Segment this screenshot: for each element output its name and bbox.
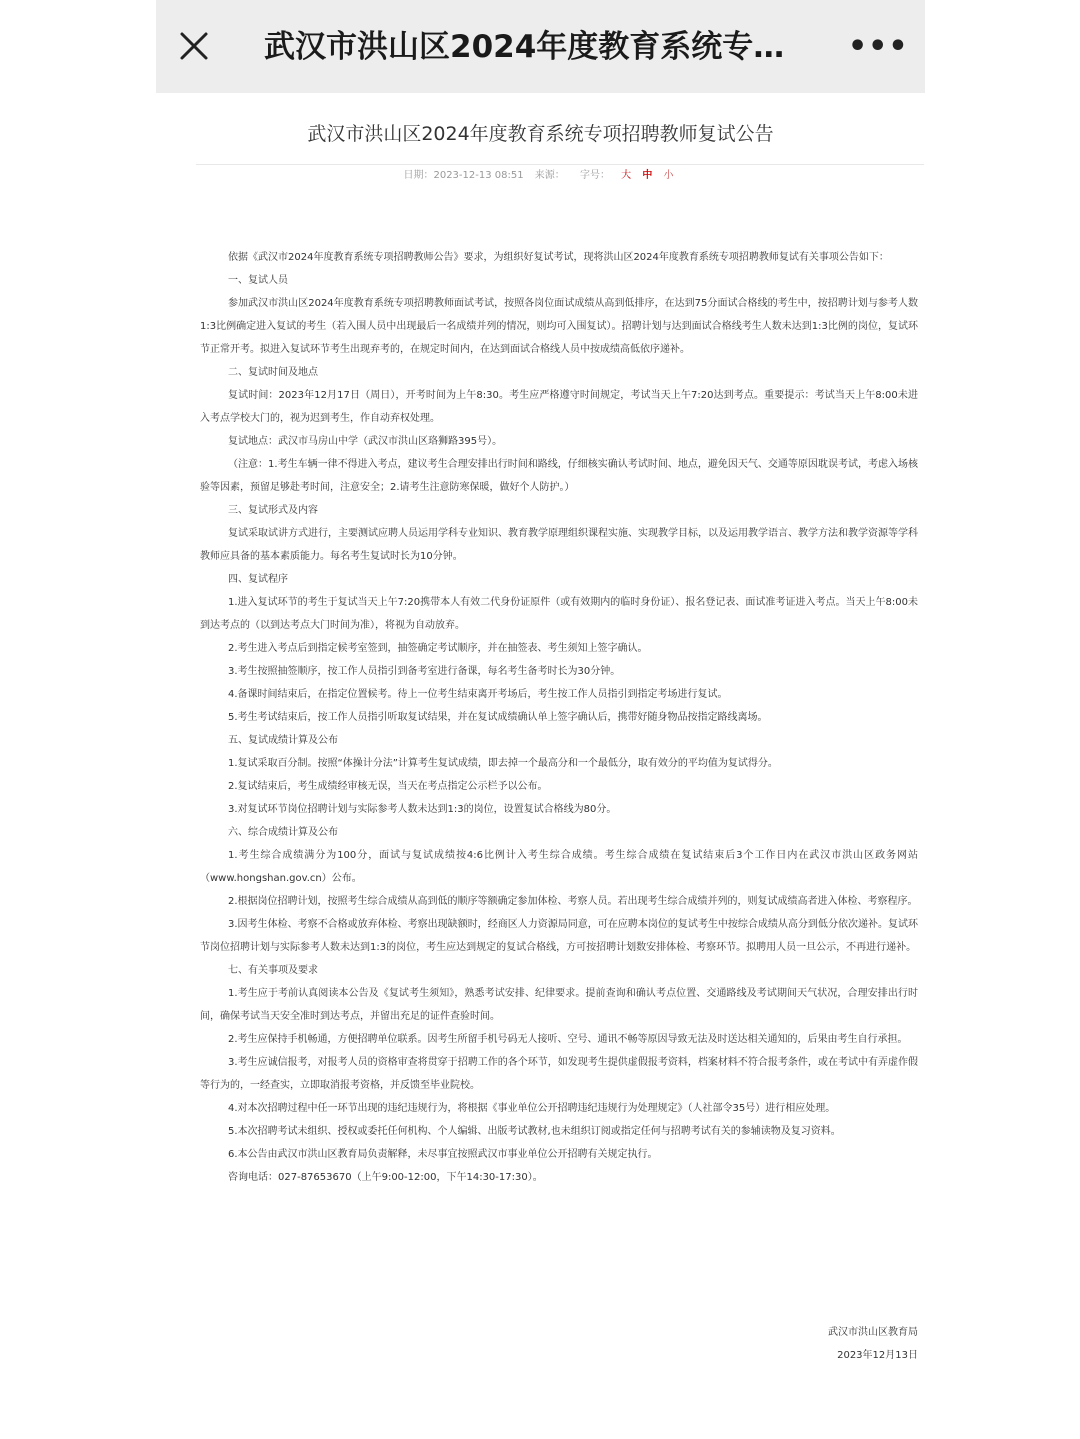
article-paragraph: 3.考生应诚信报考，对报考人员的资格审查将贯穿于招聘工作的各个环节，如发现考生提供虚假报考资料，档案材料不符合报考条件，或在考试中有弄虚作假等行为的，一经查实，立即取消报考资格，并反馈至毕业院校。	[200, 1057, 918, 1091]
font-size-label: 字号：	[579, 170, 610, 181]
article-paragraph: 1.考生应于考前认真阅读本公告及《复试考生须知》，熟悉考试安排、纪律要求。提前查询和确认考点位置、交通路线及考试期间天气状况，合理安排出行时间，确保考试当天安全准时到达考点，并留出充足的证件查验时间。	[200, 988, 918, 1022]
article-paragraph: 2.考生进入考点后到指定候考室签到，抽签确定考试顺序，并在抽签表、考生须知上签字确认。	[228, 643, 648, 654]
article-paragraph: 复试时间：2023年12月17日（周日），开考时间为上午8:30。考生应严格遵守时间规定，考试当天上午7:20达到考点。重要提示：考试当天上午8:00未进入考点学校大门的，视为迟到考生，作自动弃权处理。	[200, 390, 918, 424]
article-paragraph: 二、复试时间及地点	[228, 367, 318, 378]
article-body	[200, 246, 918, 1189]
page-title: 武汉市洪山区2024年度教育系统专…	[264, 29, 785, 65]
title-divider	[196, 164, 924, 165]
article-paragraph: 咨询电话：027-87653670（上午9:00-12:00，下午14:30-17:30）。	[228, 1172, 543, 1183]
font-size-small-button[interactable]: 小	[663, 170, 674, 181]
signature-organization: 武汉市洪山区教育局	[828, 1327, 918, 1338]
font-size-large-button[interactable]: 大	[621, 170, 632, 181]
more-icon: •••	[848, 29, 909, 64]
article-paragraph: 1.进入复试环节的考生于复试当天上午7:20携带本人有效二代身份证原件（或有效期内的临时身份证）、报名登记表、面试准考证进入考点。当天上午8:00未到达考点的（以到达考点大门时间为准），将视为自动放弃。	[200, 597, 918, 631]
article-paragraph: 6.本公告由武汉市洪山区教育局负责解释，未尽事宜按照武汉市事业单位公开招聘有关规定执行。	[228, 1149, 658, 1160]
article-paragraph: （注意：1.考生车辆一律不得进入考点，建议考生合理安排出行时间和路线，仔细核实确认考试时间、地点，避免因天气、交通等原因耽误考试，考虑入场核验等因素，预留足够赴考时间，注意安全；2.请考生注意防寒保暖，做好个人防护。）	[200, 459, 918, 493]
article-paragraph: 2.复试结束后，考生成绩经审核无误，当天在考点指定公示栏予以公布。	[228, 781, 548, 792]
article-paragraph: 5.本次招聘考试未组织、授权或委托任何机构、个人编辑、出版考试教材,也未组织订阅或指定任何与招聘考试有关的参辅读物及复习资料。	[228, 1126, 841, 1137]
article-paragraph: 六、综合成绩计算及公布	[228, 827, 338, 838]
article-paragraph: 5.考生考试结束后，按工作人员指引听取复试结果，并在复试成绩确认单上签字确认后，携带好随身物品按指定路线离场。	[228, 712, 768, 723]
font-size-medium-button[interactable]: 中	[642, 170, 653, 181]
page-frame	[156, 0, 925, 1439]
article-paragraph: 1.复试采取百分制。按照“体操计分法”计算考生复试成绩，即去掉一个最高分和一个最低分，取有效分的平均值为复试得分。	[228, 758, 778, 769]
article-paragraph: 复试采取试讲方式进行，主要测试应聘人员运用学科专业知识、教育教学原理组织课程实施、实现教学目标，以及运用教学语言、教学方法和教学资源等学科教师应具备的基本素质能力。每名考生复试时长为10分钟。	[200, 528, 918, 562]
article-paragraph: 2.考生应保持手机畅通，方便招聘单位联系。因考生所留手机号码无人接听、空号、通讯不畅等原因导致无法及时送达相关通知的，后果由考生自行承担。	[228, 1034, 908, 1045]
signature-date: 2023年12月13日	[837, 1350, 918, 1361]
article-paragraph: 参加武汉市洪山区2024年度教育系统专项招聘教师面试考试，按照各岗位面试成绩从高到低排序，在达到75分面试合格线的考生中，按招聘计划与参考人数1:3比例确定进入复试的考生（若入围人员中出现最后一名成绩并列的情况，则均可入围复试）。招聘计划与达到面试合格线考生人数未达到1:3比例的岗位，复试环节正常开考。拟进入复试环节考生出现弃考的，在规定时间内，在达到面试合格线人员中按成绩高低依序递补。	[200, 298, 918, 355]
source-label: 来源：	[534, 170, 565, 181]
article-paragraph: 3.考生按照抽签顺序，按工作人员指引到备考室进行备课，每名考生备考时长为30分钟。	[228, 666, 621, 677]
article-paragraph: 一、复试人员	[228, 275, 288, 286]
article-paragraph: 复试地点：武汉市马房山中学（武汉市洪山区珞狮路395号）。	[228, 436, 503, 447]
more-options-button[interactable]	[848, 29, 909, 64]
article-paragraph: 三、复试形式及内容	[228, 505, 318, 516]
article-meta	[156, 168, 925, 184]
font-size-control	[576, 170, 678, 181]
publish-date: 日期：2023-12-13 08:51	[403, 170, 524, 181]
article-paragraph: 七、有关事项及要求	[228, 965, 318, 976]
article-paragraph: 四、复试程序	[228, 574, 288, 585]
article-paragraph: 依据《武汉市2024年度教育系统专项招聘教师公告》要求，为组织好复试考试，现将洪山区2024年度教育系统专项招聘教师复试有关事项公告如下：	[228, 252, 889, 263]
article-paragraph: 1.考生综合成绩满分为100分，面试与复试成绩按4:6比例计入考生综合成绩。考生综合成绩在复试结束后3个工作日内在武汉市洪山区政务网站（www.hongshan.gov.cn）公布。	[200, 850, 918, 884]
article-title: 武汉市洪山区2024年度教育系统专项招聘教师复试公告	[307, 123, 774, 145]
top-navigation-bar	[156, 0, 925, 93]
close-button[interactable]	[176, 28, 212, 64]
article-paragraph: 4.备课时间结束后，在指定位置候考。待上一位考生结束离开考场后，考生按工作人员指引到指定考场进行复试。	[228, 689, 728, 700]
article-paragraph: 4.对本次招聘过程中任一环节出现的违纪违规行为，将根据《事业单位公开招聘违纪违规行为处理规定》（人社部令35号）进行相应处理。	[228, 1103, 836, 1114]
article-paragraph: 2.根据岗位招聘计划，按照考生综合成绩从高到低的顺序等额确定参加体检、考察人员。若出现考生综合成绩并列的，则复试成绩高者进入体检、考察程序。	[228, 896, 918, 907]
article-paragraph: 3.对复试环节岗位招聘计划与实际参考人数未达到1:3的岗位，设置复试合格线为80分。	[228, 804, 617, 815]
article-paragraph: 3.因考生体检、考察不合格或放弃体检、考察出现缺额时，经商区人力资源局同意，可在应聘本岗位的复试考生中按综合成绩从高分到低分依次递补。复试环节岗位招聘计划与实际参考人数未达到1:3的岗位，考生应达到规定的复试合格线，方可按招聘计划数安排体检、考察环节。拟聘用人员一旦公示，不再进行递补。	[200, 919, 918, 953]
close-icon	[176, 28, 212, 64]
article-paragraph: 五、复试成绩计算及公布	[228, 735, 338, 746]
